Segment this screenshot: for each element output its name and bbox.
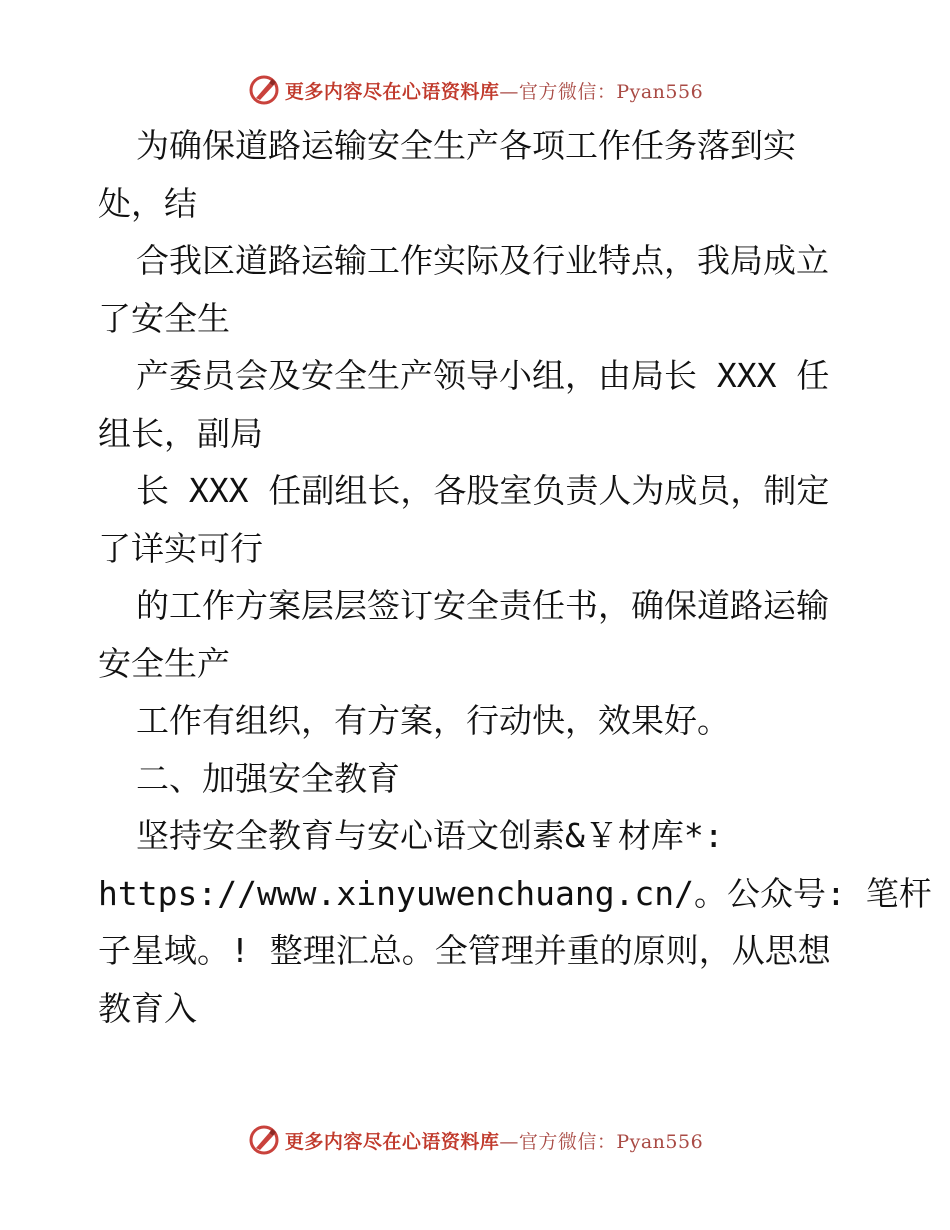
pen-circle-logo-icon: [247, 1123, 281, 1157]
text-line-11: 工作有组织，有方案，行动快，效果好。: [136, 701, 730, 740]
text-line-8: 了详实可行: [98, 528, 263, 568]
footer-watermark: [0, 1120, 950, 1160]
text-line-2: 处，结: [98, 183, 197, 223]
watermark-text: [285, 77, 703, 104]
watermark-brand: 更多内容尽在心语资料库: [284, 1130, 500, 1153]
pen-circle-logo-icon: [247, 73, 281, 107]
text-line-1: 为确保道路运输安全生产各项工作任务落到实: [136, 126, 796, 165]
text-line-5: 产委员会及安全生产领导小组，由局长 XXX 任: [136, 356, 830, 395]
text-line-15: 子星域。! 整理汇总。全管理并重的原则，从思想: [98, 931, 831, 970]
section-heading: 二、加强安全教育: [136, 758, 400, 798]
text-line-16: 教育入: [98, 988, 197, 1028]
text-line-9: 的工作方案层层签订安全责任书，确保道路运输: [136, 586, 829, 625]
watermark-text: [285, 1127, 703, 1154]
text-line-14: https://www.xinyuwenchuang.cn/。公众号: 笔杆: [98, 873, 932, 913]
watermark-brand: 更多内容尽在心语资料库: [284, 80, 500, 103]
header-watermark: [0, 70, 950, 110]
text-line-10: 安全生产: [98, 643, 230, 683]
watermark-contact: —官方微信：Pyan556: [499, 80, 704, 103]
text-line-7: 长 XXX 任副组长，各股室负责人为成员，制定: [136, 471, 830, 510]
text-line-13: 坚持安全教育与安心语文创素&￥材库*:: [136, 816, 724, 855]
text-line-6: 组长，副局: [98, 413, 263, 453]
text-line-3: 合我区道路运输工作实际及行业特点，我局成立: [136, 241, 829, 280]
text-line-4: 了安全生: [98, 298, 230, 338]
document-body: [98, 117, 932, 1037]
watermark-contact: —官方微信：Pyan556: [499, 1130, 704, 1153]
